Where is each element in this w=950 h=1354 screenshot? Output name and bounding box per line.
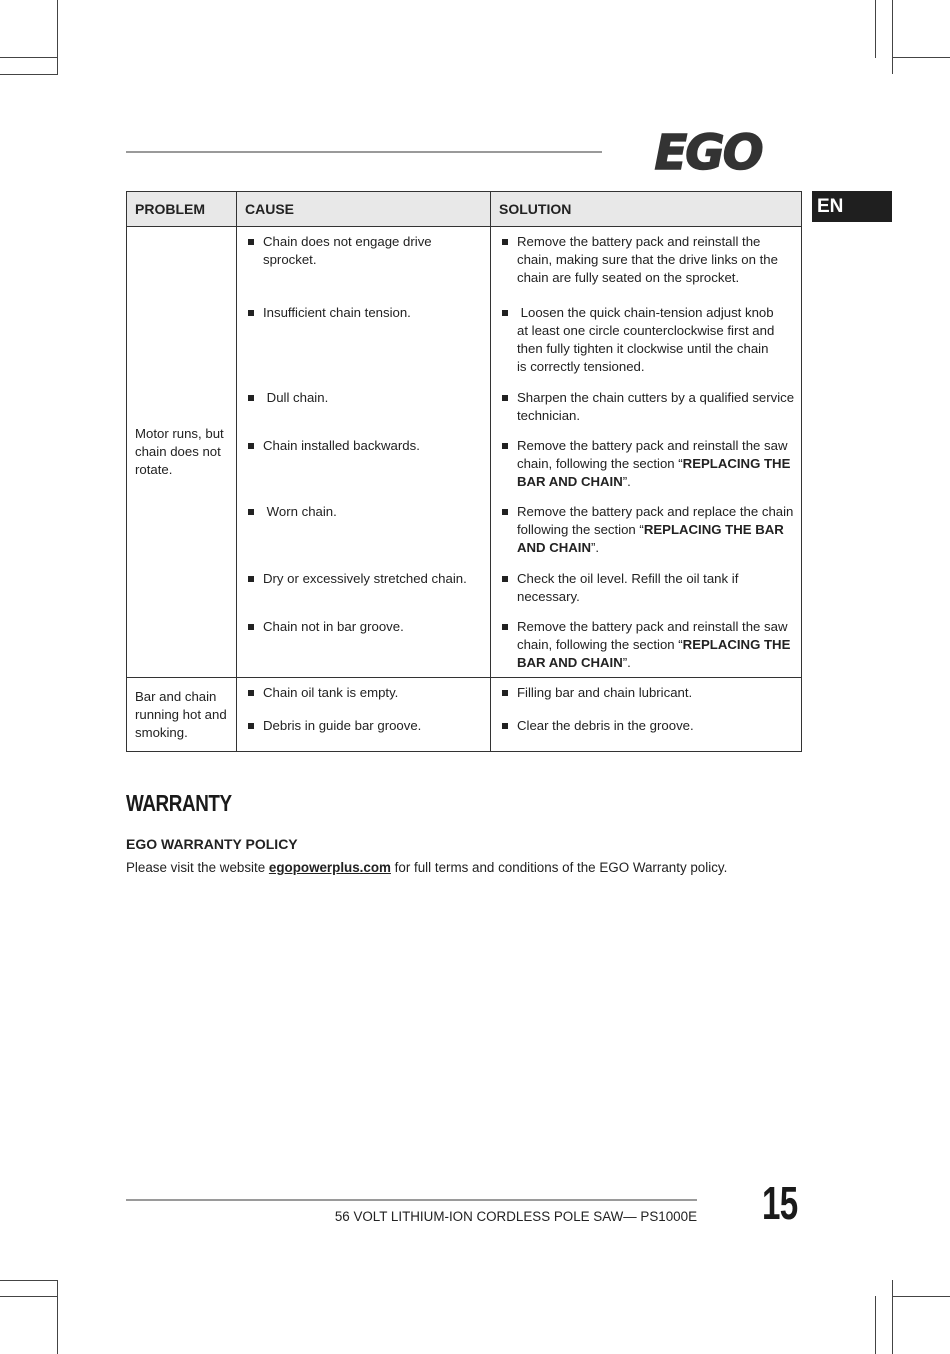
bullet-icon xyxy=(248,723,254,729)
bullet-icon xyxy=(248,624,254,630)
bullet-icon xyxy=(502,690,508,696)
column-header-cause: CAUSE xyxy=(237,192,491,227)
crop-mark xyxy=(0,1280,58,1281)
svg-text:EGO: EGO xyxy=(654,128,762,172)
bullet-icon xyxy=(502,723,508,729)
table-row xyxy=(127,678,802,752)
website-link[interactable]: egopowerplus.com xyxy=(268,860,391,875)
bullet-icon xyxy=(248,395,254,401)
bullet-icon xyxy=(502,509,508,515)
warranty-heading: WARRANTY xyxy=(126,790,232,816)
crop-mark xyxy=(57,1280,58,1354)
bullet-icon xyxy=(502,576,508,582)
list-item: Dry or excessively stretched chain. xyxy=(237,570,490,588)
bullet-icon xyxy=(248,310,254,316)
ego-logo xyxy=(616,128,800,172)
list-item: Remove the battery pack and replace the chain following the section “REPLACING THE BAR AND CHAIN”. xyxy=(491,503,801,557)
list-item: Insufficient chain tension. xyxy=(237,304,490,322)
table-row xyxy=(127,227,802,678)
crop-mark xyxy=(892,1280,893,1354)
bullet-icon xyxy=(502,443,508,449)
cause-cell xyxy=(237,227,491,678)
crop-mark xyxy=(875,1296,876,1354)
list-item: Remove the battery pack and reinstall the saw chain, following the section “REPLACING THE BAR AND CHAIN”. xyxy=(491,437,801,491)
list-item: Chain not in bar groove. xyxy=(237,618,490,636)
crop-mark xyxy=(0,74,58,75)
list-item: Chain oil tank is empty. xyxy=(237,684,490,702)
page-number: 15 xyxy=(762,1177,798,1229)
problem-cell: Bar and chain running hot and smoking. xyxy=(127,678,237,752)
language-tab: EN xyxy=(812,191,892,222)
warranty-policy-subheading: EGO WARRANTY POLICY xyxy=(126,836,298,852)
bullet-icon xyxy=(502,310,508,316)
crop-mark xyxy=(57,0,58,74)
column-header-solution: SOLUTION xyxy=(491,192,802,227)
troubleshooting-table xyxy=(126,191,802,752)
list-item: Clear the debris in the groove. xyxy=(491,717,801,735)
crop-mark xyxy=(875,0,876,58)
list-item: Dull chain. xyxy=(237,389,490,407)
crop-mark xyxy=(892,1296,950,1297)
list-item: Loosen the quick chain-tension adjust knob at least one circle counterclockwise first and then fully tighten it clockwise until the chain is correctly tensioned. xyxy=(491,304,801,376)
bullet-icon xyxy=(248,509,254,515)
list-item: Remove the battery pack and reinstall the saw chain, following the section “REPLACING THE BAR AND CHAIN”. xyxy=(491,618,801,672)
bullet-icon xyxy=(248,443,254,449)
list-item: Chain does not engage drive sprocket. xyxy=(237,233,490,269)
solution-cell xyxy=(491,678,802,752)
footer-product-title: 56 VOLT LITHIUM-ION CORDLESS POLE SAW— PS1000E xyxy=(334,1209,697,1224)
bullet-icon xyxy=(502,239,508,245)
header-rule xyxy=(126,151,602,153)
list-item: Filling bar and chain lubricant. xyxy=(491,684,801,702)
crop-mark xyxy=(892,57,950,58)
crop-mark xyxy=(892,0,893,74)
bullet-icon xyxy=(502,395,508,401)
footer-rule xyxy=(126,1199,697,1201)
solution-cell xyxy=(491,227,802,678)
column-header-problem: PROBLEM xyxy=(127,192,237,227)
bullet-icon xyxy=(248,239,254,245)
bullet-icon xyxy=(248,576,254,582)
list-item: Worn chain. xyxy=(237,503,490,521)
table-header-row xyxy=(127,192,802,227)
warranty-paragraph: Please visit the website egopowerplus.com for full terms and conditions of the EGO Warranty policy. xyxy=(126,860,728,875)
cause-cell xyxy=(237,678,491,752)
list-item: Check the oil level. Refill the oil tank if necessary. xyxy=(491,570,801,606)
bullet-icon xyxy=(248,690,254,696)
bullet-icon xyxy=(502,624,508,630)
crop-mark xyxy=(0,57,58,58)
crop-mark xyxy=(0,1296,58,1297)
list-item: Debris in guide bar groove. xyxy=(237,717,490,735)
list-item: Chain installed backwards. xyxy=(237,437,490,455)
list-item: Sharpen the chain cutters by a qualified service technician. xyxy=(491,389,801,425)
problem-cell: Motor runs, but chain does not rotate. xyxy=(127,227,237,678)
list-item: Remove the battery pack and reinstall the chain, making sure that the drive links on the chain are fully seated on the sprocket. xyxy=(491,233,801,287)
